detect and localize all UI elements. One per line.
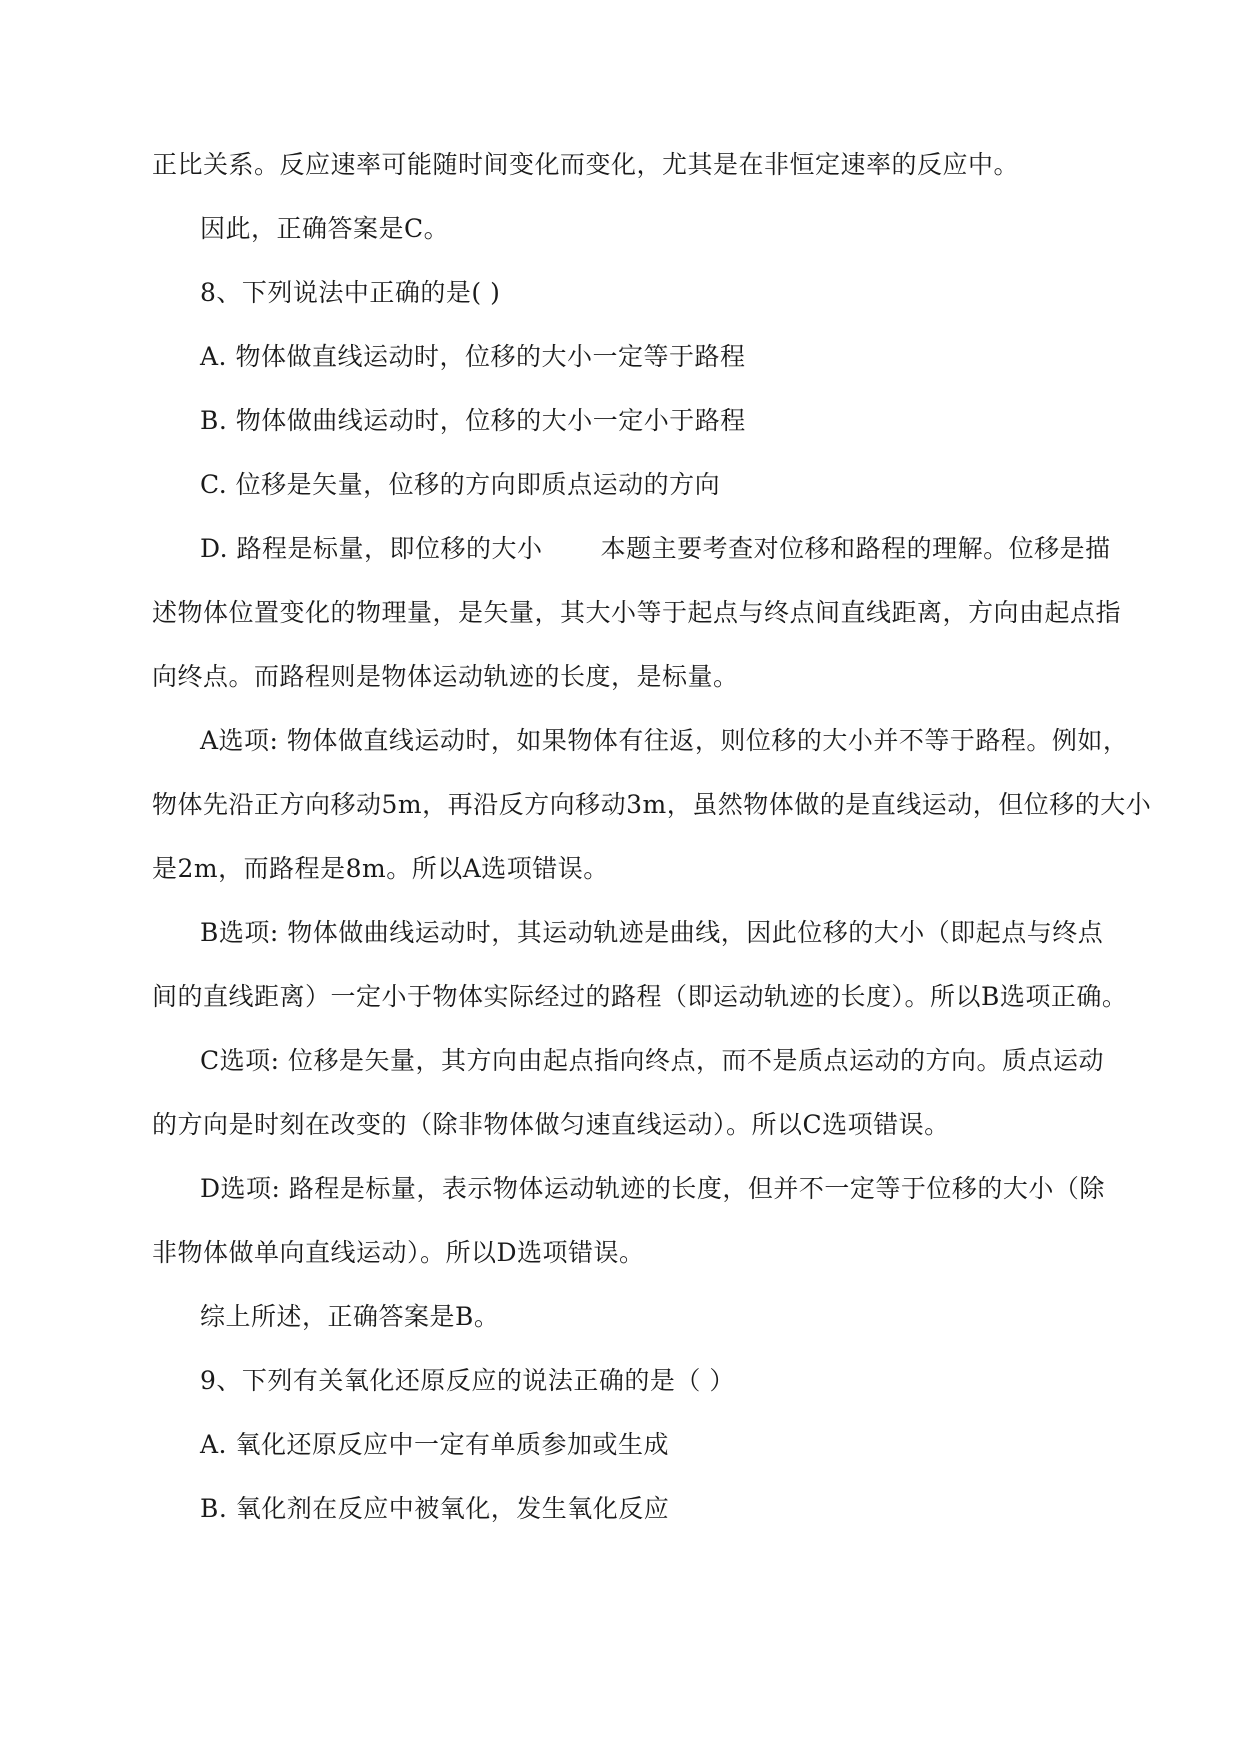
option-d: D. 路程是标量，即位移的大小 — [200, 534, 543, 563]
text-line: 物体先沿正方向移动5m，再沿反方向移动3m，虽然物体做的是直线运动，但位移的大小 — [152, 790, 1152, 819]
text-line: 的方向是时刻在改变的（除非物体做匀速直线运动）。所以C选项错误。 — [152, 1110, 950, 1139]
text-line: 是2m，而路程是8m。所以A选项错误。 — [152, 854, 609, 883]
text-line: 非物体做单向直线运动）。所以D选项错误。 — [152, 1238, 645, 1267]
option-b: B. 氧化剂在反应中被氧化，发生氧化反应 — [200, 1494, 670, 1523]
text-line: B选项: 物体做曲线运动时，其运动轨迹是曲线，因此位移的大小（即起点与终点 — [200, 918, 1104, 947]
option-a: A. 物体做直线运动时，位移的大小一定等于路程 — [200, 342, 746, 371]
option-d-row — [200, 532, 1111, 566]
text-line: A选项: 物体做直线运动时，如果物体有往返，则位移的大小并不等于路程。例如， — [200, 726, 1129, 755]
text-line: 间的直线距离）一定小于物体实际经过的路程（即运动轨迹的长度）。所以B选项正确。 — [152, 982, 1128, 1011]
text-line: D选项: 路程是标量，表示物体运动轨迹的长度，但并不一定等于位移的大小（除 — [200, 1174, 1105, 1203]
text-line: 正比关系。反应速率可能随时间变化而变化，尤其是在非恒定速率的反应中。 — [152, 150, 1020, 179]
option-b: B. 物体做曲线运动时，位移的大小一定小于路程 — [200, 406, 746, 435]
text-line: 向终点。而路程则是物体运动轨迹的长度，是标量。 — [152, 662, 739, 691]
option-a: A. 氧化还原反应中一定有单质参加或生成 — [200, 1430, 669, 1459]
question-8: 8、下列说法中正确的是( ) — [200, 278, 501, 307]
text-line: C选项: 位移是矢量，其方向由起点指向终点，而不是质点运动的方向。质点运动 — [200, 1046, 1105, 1075]
answer-line: 综上所述，正确答案是B。 — [200, 1302, 500, 1331]
text-line: 因此，正确答案是C。 — [200, 214, 450, 243]
explanation-start: 本题主要考查对位移和路程的理解。位移是描 — [600, 534, 1111, 563]
question-9: 9、下列有关氧化还原反应的说法正确的是（ ） — [200, 1366, 735, 1395]
text-line: 述物体位置变化的物理量，是矢量，其大小等于起点与终点间直线距离，方向由起点指 — [152, 598, 1122, 627]
option-c: C. 位移是矢量，位移的方向即质点运动的方向 — [200, 470, 721, 499]
